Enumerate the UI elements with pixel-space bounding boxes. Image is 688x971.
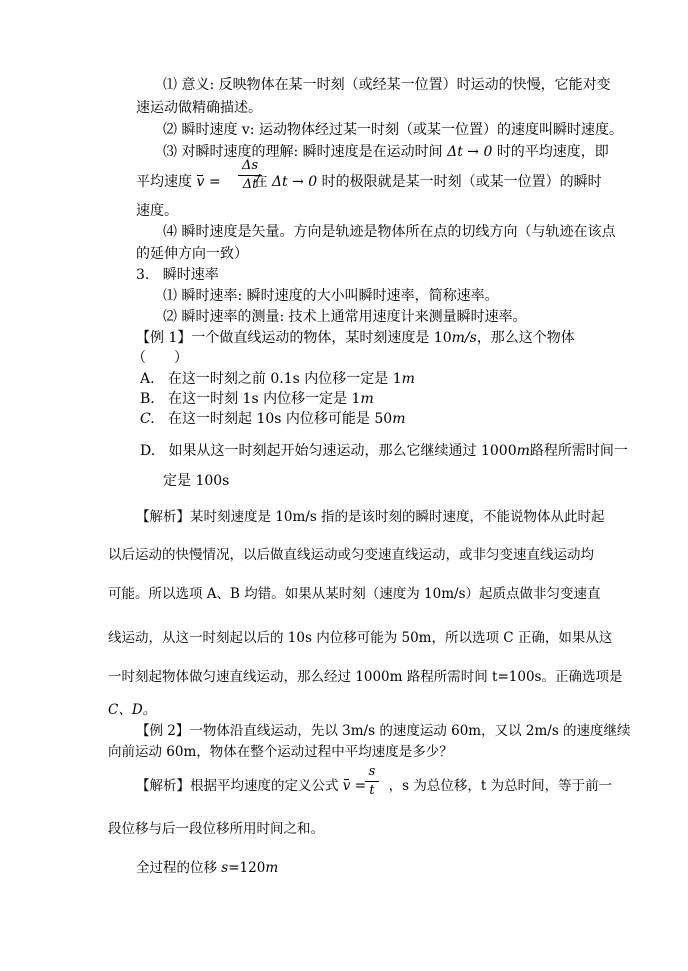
unit: m (516, 443, 530, 459)
example-text: 【例 2】一物体沿直线运动，先以 3m/s 的速度运动 60m，又以 2m/s 的速度继续 (136, 723, 631, 739)
analysis-line (108, 700, 156, 720)
example-text: 【例 1】一个做直线运动的物体，某时刻速度是 10 (136, 330, 452, 346)
delta-t-limit: Δt → 0 (271, 174, 318, 190)
item-marker: ⑴ (163, 288, 177, 304)
total-value: =120 (228, 860, 266, 876)
analysis-line (108, 628, 612, 648)
example-1-question (136, 328, 575, 348)
analysis-text: 可能。所以选项 A、B 均错。如果从某时刻（速度为 10m/s）起质点做非匀变速直 (108, 586, 601, 602)
fraction-denominator: t (369, 783, 375, 798)
unit: m (360, 391, 374, 407)
item-text: 瞬时速度 v: 运动物体经过某一时刻（或某一位置）的速度叫瞬时速度。 (181, 122, 623, 138)
unit: m (265, 860, 279, 876)
example-text: 向前运动 60m，物体在整个运动过程中平均速度是多少？ (108, 744, 453, 760)
analysis-line (108, 667, 622, 687)
item-marker: ⑷ (163, 224, 177, 240)
option-b (140, 389, 374, 409)
analysis-text: ，s 为总位移，t 为总时间，等于前一 (388, 778, 613, 794)
item-text: 瞬时速度是矢量。方向是轨迹是物体所在点的切线方向（与轨迹在该点 (181, 224, 616, 240)
velocity-end-line (136, 201, 178, 221)
item-text: 瞬时速率的测量: 技术上通常用速度计来测量瞬时速率。 (181, 309, 527, 325)
unit: m (392, 411, 406, 427)
item-marker: ⑶ (163, 144, 177, 160)
analysis-line (108, 584, 601, 604)
formula-text: 在 (253, 174, 268, 190)
analysis-text: 线运动，从这一时刻起以后的 10s 内位移可能为 50m，所以选项 C 正确，如果从这 (108, 630, 613, 646)
item-text: 意义: 反映物体在某一时刻（或经某一位置）时运动的快慢，它能对变 (181, 77, 611, 93)
instant-velocity-def (163, 120, 623, 140)
instant-speed-def (163, 286, 499, 306)
variable-s: s (221, 860, 229, 876)
item-text: 瞬时速率: 瞬时速度的大小叫瞬时速率，简称速率。 (181, 288, 499, 304)
ds-over-dt-fraction (238, 158, 262, 193)
formula-text: 时的极限就是某一时刻（或某一位置）的瞬时 (321, 174, 602, 190)
unit: m (401, 371, 415, 387)
delta-t-limit: Δt → 0 (447, 144, 493, 160)
fraction-bar (365, 781, 379, 782)
analysis-text: 段位移与后一段位移所用时间之和。 (108, 821, 324, 837)
item-marker: ⑴ (163, 77, 177, 93)
item-marker: ⑵ (163, 309, 177, 325)
unit: m/s (451, 330, 477, 346)
option-text: 在这一时刻之前 0.1s 内位移一定是 1 (167, 371, 402, 387)
item-marker: ⑵ (163, 122, 177, 138)
equals-sign: = (208, 174, 221, 190)
instant-speed-measure (163, 307, 527, 327)
section-title: 瞬时速率 (162, 267, 219, 283)
paren-text: （ ） (132, 350, 188, 366)
fraction-numerator: Δs (241, 158, 259, 173)
analysis-line (136, 507, 605, 527)
s-over-t-fraction (365, 764, 379, 799)
item-text: 速度。 (136, 203, 178, 219)
option-letter: D. (140, 443, 156, 459)
total-displacement-line (136, 858, 278, 878)
example-2-question-cont (108, 742, 453, 762)
option-text: 路程所需时间一 (529, 443, 628, 459)
example-2-analysis-cont (108, 819, 324, 839)
option-letter: A. (140, 371, 155, 387)
average-velocity-formula-line (136, 172, 602, 192)
option-text: 在这一时刻起 10s 内位移可能是 50 (168, 411, 393, 427)
analysis-text: 以后运动的快慢情况，以后做直线运动或匀变速直线运动，或非匀变速直线运动均 (108, 547, 594, 563)
analysis-text: 【解析】某时刻速度是 10m/s 指的是该时刻的瞬时速度，不能说物体从此时起 (136, 509, 605, 525)
item-text: 时的平均速度，即 (496, 144, 609, 160)
fraction-bar (238, 175, 262, 176)
v-bar-symbol: v (342, 778, 351, 794)
option-d (140, 441, 628, 461)
option-a (140, 369, 415, 389)
fraction-denominator: Δt (242, 177, 258, 192)
fraction-numerator: s (368, 764, 376, 779)
meaning-line (163, 75, 611, 95)
option-text: 如果从这一时刻起开始匀速运动，那么它继续通过 1000 (168, 443, 517, 459)
option-letter: B. (140, 391, 155, 407)
section-3-heading (136, 265, 219, 285)
analysis-text: 一时刻起物体做匀速直线运动，那么经过 1000m 路程所需时间 t=100s。正确选项是 (108, 669, 623, 685)
v-bar-symbol: v (196, 174, 205, 190)
equals-sign: = (354, 778, 367, 794)
formula-label: 平均速度 (136, 174, 192, 190)
section-number: 3. (136, 267, 150, 283)
item-text: 的延伸方向一致） (136, 246, 248, 262)
analysis-text: C、D。 (108, 702, 157, 718)
example-2-question (136, 721, 631, 741)
item-text: 对瞬时速度的理解: 瞬时速度是在运动时间 (181, 144, 443, 160)
vector-line-cont (136, 244, 248, 264)
option-c (140, 409, 405, 429)
meaning-line-cont (136, 98, 262, 118)
total-label: 全过程的位移 (136, 860, 222, 876)
option-text: 在这一时刻 1s 内位移一定是 1 (168, 391, 361, 407)
analysis-line (108, 545, 594, 565)
item-text: 速运动做精确描述。 (136, 100, 262, 116)
instant-velocity-understanding (163, 142, 609, 162)
option-d-cont (163, 471, 229, 491)
example-text: ，那么这个物体 (476, 330, 575, 346)
answer-parenthesis (132, 348, 188, 368)
option-text: 定是 100s (163, 473, 230, 489)
vector-line (163, 222, 615, 242)
analysis-text: 【解析】根据平均速度的定义公式 (136, 778, 339, 794)
option-letter: C. (140, 411, 155, 427)
